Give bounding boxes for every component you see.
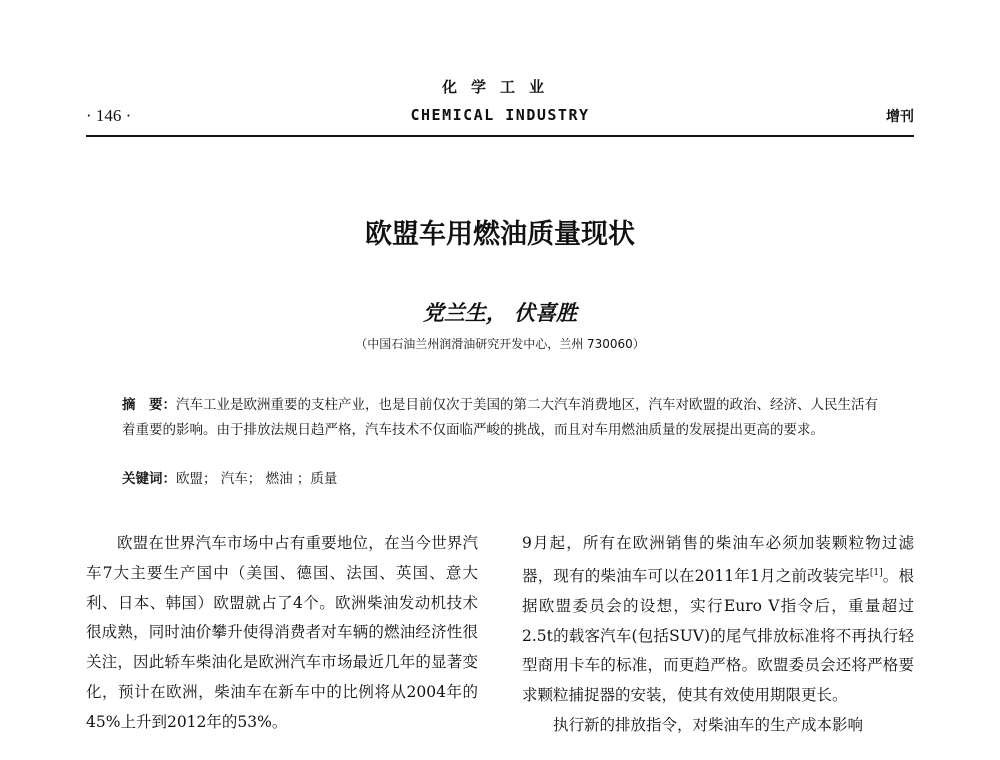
header-rule bbox=[86, 135, 914, 137]
article-title: 欧盟车用燃油质量现状 bbox=[365, 219, 635, 250]
abstract-label: 摘 要： bbox=[122, 397, 176, 413]
abstract bbox=[122, 393, 887, 442]
body-column-left bbox=[86, 529, 478, 738]
paragraph-text: 9月起，所有在欧洲销售的柴油车必须加装颗粒物过滤器，现有的柴油车可以在2011年1月之前改装完毕 bbox=[522, 534, 914, 585]
article-authors: 党兰生， 伏喜胜 bbox=[422, 300, 578, 325]
body-paragraph: 欧盟在世界汽车市场中占有重要地位，在当今世界汽车7大主要生产国中（美国、德国、法国、英国、意大利、日本、韩国）欧盟就占了4个。欧洲柴油发动机技术很成熟，同时油价攀升使得消费者对车辆的燃油经济性很关注，因此轿车柴油化是欧洲汽车市场最近几年的显著变化，预计在欧洲，柴油车在新车中的比例将从2004年的45%上升到2012年的53%。 bbox=[86, 534, 478, 731]
author-affiliation: （中国石油兰州润滑油研究开发中心，兰州 730060） bbox=[355, 337, 645, 351]
page-number: · 146 · bbox=[86, 106, 132, 125]
body-paragraph: 执行新的排放指令，对柴油车的生产成本影响 bbox=[553, 715, 864, 734]
body-column-right bbox=[522, 529, 914, 741]
abstract-text: 汽车工业是欧洲重要的支柱产业，也是目前仅次于美国的第二大汽车消费地区，汽车对欧盟的政治、经济、人民生活有着重要的影响。由于排放法规日趋严格，汽车技术不仅面临严峻的挑战，而且对车用燃油质量的发展提出更高的要求。 bbox=[122, 397, 878, 438]
journal-name-english: CHEMICAL INDUSTRY bbox=[410, 106, 590, 124]
issue-label: 增刊 bbox=[886, 109, 914, 125]
keywords-label: 关键词： bbox=[122, 471, 176, 487]
keywords-text: 欧盟； 汽车； 燃油 ；质量 bbox=[176, 471, 338, 487]
paragraph-text: 。根据欧盟委员会的设想，实行Euro V指令后，重量超过2.5t的载客汽车(包括SUV)的尾气排放标准将不再执行轻型商用卡车的标准，而更趋严格。欧盟委员会还将严格要求颗粒捕捉器的安装，使其有效使用期限更长。 bbox=[522, 566, 914, 705]
journal-name-chinese: 化学工业 bbox=[441, 78, 558, 96]
keywords bbox=[122, 467, 337, 487]
reference-mark[interactable]: [1] bbox=[869, 567, 883, 578]
body-paragraph bbox=[522, 529, 914, 711]
